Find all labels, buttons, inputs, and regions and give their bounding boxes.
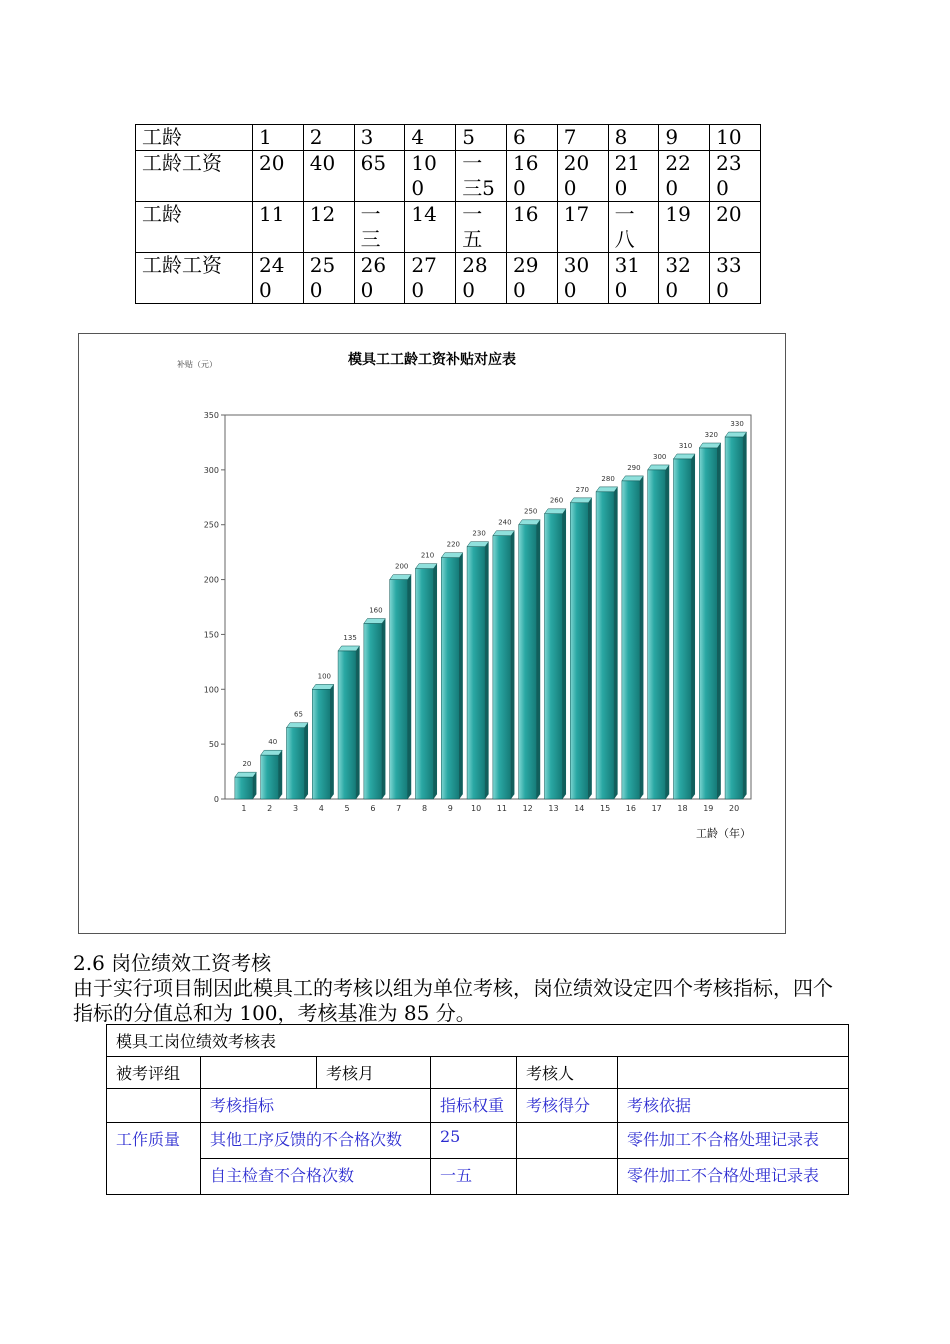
table-title-cell: 模具工岗位绩效考核表 xyxy=(107,1025,849,1057)
bar-top xyxy=(570,498,592,503)
bar-front xyxy=(467,547,485,799)
bar-front xyxy=(235,777,253,799)
table-row xyxy=(107,1159,849,1195)
weight-cell: 25 xyxy=(431,1123,517,1159)
bar-front xyxy=(493,536,511,799)
section-heading: 2.6 岗位绩效工资考核 xyxy=(73,951,272,975)
table-cell: 260 xyxy=(354,253,405,304)
bar xyxy=(441,553,463,799)
table-cell: 230 xyxy=(710,151,761,202)
table-cell: 一三 xyxy=(354,202,405,253)
bar-top xyxy=(519,520,541,525)
bar-side xyxy=(717,443,721,799)
bar-side xyxy=(614,487,618,799)
table-cell: 5 xyxy=(456,125,507,151)
bar-front xyxy=(261,755,279,799)
bar xyxy=(261,750,283,799)
bar-side xyxy=(485,542,489,799)
bar-top xyxy=(622,476,644,481)
bar-front xyxy=(622,481,640,799)
x-tick-label: 1 xyxy=(241,804,247,813)
bar xyxy=(286,723,308,799)
bar xyxy=(415,564,437,799)
bar-top xyxy=(364,619,386,624)
indicator-cell: 其他工序反馈的不合格次数 xyxy=(201,1123,431,1159)
table-cell: 7 xyxy=(557,125,608,151)
table-cell: 12 xyxy=(303,202,354,253)
table-cell: 工龄 xyxy=(136,202,253,253)
bar-top xyxy=(699,443,721,448)
bar xyxy=(467,542,489,799)
table-cell: 300 xyxy=(557,253,608,304)
bar-front xyxy=(570,503,588,799)
bar xyxy=(235,772,257,799)
wage-table xyxy=(135,124,761,304)
bar-side xyxy=(330,684,334,799)
header-score: 考核得分 xyxy=(517,1089,618,1123)
bar-top xyxy=(441,553,463,558)
bar-top xyxy=(338,646,360,651)
bar-side xyxy=(743,432,747,799)
y-tick-label: 350 xyxy=(203,411,219,420)
bar-side xyxy=(537,520,541,799)
intro-paragraph: 由于实行项目制因此模具工的考核以组为单位考核，岗位绩效设定四个考核指标，四个指标的分值总和为 100，考核基准为 85 分。 xyxy=(73,976,833,1025)
x-tick-label: 15 xyxy=(600,804,611,813)
x-tick-label: 10 xyxy=(471,804,482,813)
x-tick-label: 11 xyxy=(496,804,507,813)
bar-value-label: 260 xyxy=(549,496,564,505)
bar-value-label: 210 xyxy=(420,551,435,560)
table-cell: 210 xyxy=(608,151,659,202)
header-indicator: 考核指标 xyxy=(201,1089,431,1123)
table-cell: 10 xyxy=(710,125,761,151)
table-cell: 320 xyxy=(659,253,710,304)
table-cell: 40 xyxy=(303,151,354,202)
table-cell: 6 xyxy=(506,125,557,151)
bar xyxy=(570,498,592,799)
table-cell: 2 xyxy=(303,125,354,151)
y-tick-label: 150 xyxy=(203,630,219,640)
table-cell: 200 xyxy=(557,151,608,202)
bar-front xyxy=(415,569,433,799)
bar xyxy=(699,443,721,799)
table-cell: 3 xyxy=(354,125,405,151)
bar-chart xyxy=(79,334,785,933)
bar-front xyxy=(390,580,408,799)
bar-top xyxy=(286,723,308,728)
bar-front xyxy=(338,651,356,799)
bar-top xyxy=(312,684,334,689)
table-row xyxy=(107,1025,849,1057)
x-tick-label: 19 xyxy=(703,804,714,813)
table-cell: 100 xyxy=(405,151,456,202)
header-weight: 指标权重 xyxy=(431,1089,517,1123)
x-tick-label: 17 xyxy=(651,804,662,813)
table-cell: 240 xyxy=(253,253,304,304)
bar-value-label: 320 xyxy=(704,430,718,439)
y-axis-label: 补贴（元） xyxy=(177,360,217,369)
table-cell: 290 xyxy=(506,253,557,304)
bar-value-label: 220 xyxy=(446,540,460,549)
table-cell: 19 xyxy=(659,202,710,253)
chart-title: 模具工工龄工资补贴对应表 xyxy=(348,352,516,368)
table-cell xyxy=(201,1057,317,1089)
y-tick-label: 100 xyxy=(203,685,219,695)
table-cell: 310 xyxy=(608,253,659,304)
bar-front xyxy=(544,514,562,799)
table-cell: 270 xyxy=(405,253,456,304)
chart-frame xyxy=(78,333,786,934)
bar-value-label: 300 xyxy=(653,452,667,461)
bar xyxy=(364,619,386,799)
bar-front xyxy=(519,525,537,799)
x-tick-label: 8 xyxy=(421,804,428,813)
table-cell: 1 xyxy=(253,125,304,151)
bar-value-label: 330 xyxy=(730,419,744,428)
bar-side xyxy=(692,454,696,799)
bar-value-label: 160 xyxy=(369,606,383,615)
assessment-table xyxy=(106,1024,849,1195)
table-cell xyxy=(618,1057,849,1089)
table-cell: 8 xyxy=(608,125,659,151)
y-tick-label: 250 xyxy=(203,520,219,530)
table-row xyxy=(136,202,761,253)
bar-top xyxy=(493,531,515,536)
chart-bars xyxy=(235,420,747,813)
x-tick-label: 7 xyxy=(396,804,402,813)
x-tick-label: 4 xyxy=(318,804,324,813)
table-cell: 工龄 xyxy=(136,125,253,151)
table-row xyxy=(136,151,761,202)
bar xyxy=(596,487,618,799)
x-tick-label: 18 xyxy=(677,804,688,813)
table-cell: 330 xyxy=(710,253,761,304)
table-cell: 65 xyxy=(354,151,405,202)
header-basis: 考核依据 xyxy=(618,1089,849,1123)
table-row xyxy=(136,253,761,304)
table-cell: 160 xyxy=(506,151,557,202)
bar-top xyxy=(390,575,412,580)
bar xyxy=(390,575,412,799)
bar xyxy=(622,476,644,799)
table-header-row xyxy=(107,1089,849,1123)
table-cell: 11 xyxy=(253,202,304,253)
bar-side xyxy=(279,750,283,799)
bar-value-label: 135 xyxy=(343,633,357,642)
bar-side xyxy=(382,619,386,799)
bar xyxy=(648,465,670,799)
x-tick-label: 3 xyxy=(292,804,299,813)
x-axis-label: 工龄（年） xyxy=(696,827,751,840)
bar-side xyxy=(434,564,438,799)
bar-value-label: 100 xyxy=(317,672,331,681)
bar-side xyxy=(588,498,592,799)
bar-value-label: 250 xyxy=(524,507,538,516)
bar-front xyxy=(673,459,691,799)
y-tick-label: 300 xyxy=(203,465,219,475)
y-tick-label: 0 xyxy=(213,795,219,804)
table-cell: 4 xyxy=(405,125,456,151)
bar-side xyxy=(305,723,309,799)
bar-top xyxy=(596,487,618,492)
bar-side xyxy=(511,531,515,799)
table-cell xyxy=(107,1089,201,1123)
bar-top xyxy=(235,772,257,777)
bar-value-label: 290 xyxy=(627,463,641,472)
bar-top xyxy=(673,454,695,459)
bar xyxy=(544,509,566,799)
bar-top xyxy=(415,564,437,569)
category-cell: 工作质量 xyxy=(107,1123,201,1195)
bar-top xyxy=(261,750,283,755)
bar-front xyxy=(725,437,743,799)
bar-top xyxy=(648,465,670,470)
table-cell: 14 xyxy=(405,202,456,253)
table-row xyxy=(107,1123,849,1159)
bar-side xyxy=(563,509,567,799)
table-cell: 280 xyxy=(456,253,507,304)
bar-value-label: 230 xyxy=(472,529,486,538)
bar-side xyxy=(356,646,360,799)
table-cell: 20 xyxy=(710,202,761,253)
bar xyxy=(673,454,695,799)
x-tick-label: 6 xyxy=(370,804,376,813)
table-cell: 一五 xyxy=(456,202,507,253)
bar xyxy=(493,531,515,799)
table-cell: 17 xyxy=(557,202,608,253)
table-cell: 9 xyxy=(659,125,710,151)
x-tick-label: 20 xyxy=(729,804,740,813)
bar-top xyxy=(467,542,489,547)
bar-front xyxy=(286,728,304,799)
weight-cell: 一五 xyxy=(431,1159,517,1195)
table-cell: 工龄工资 xyxy=(136,151,253,202)
indicator-cell: 自主检查不合格次数 xyxy=(201,1159,431,1195)
bar xyxy=(725,432,747,799)
bar-value-label: 310 xyxy=(678,441,693,450)
table-cell: 一三5 xyxy=(456,151,507,202)
y-tick-label: 200 xyxy=(203,575,219,585)
x-tick-label: 16 xyxy=(625,804,636,813)
bar-value-label: 40 xyxy=(268,738,278,747)
score-cell xyxy=(517,1159,618,1195)
bar-value-label: 65 xyxy=(294,710,303,719)
bar-value-label: 20 xyxy=(242,760,252,769)
bar-value-label: 270 xyxy=(575,485,589,494)
bar-front xyxy=(596,492,614,799)
score-cell xyxy=(517,1123,618,1159)
basis-cell: 零件加工不合格处理记录表 xyxy=(618,1123,849,1159)
y-tick-label: 50 xyxy=(208,740,219,750)
bar-front xyxy=(364,623,382,799)
bar-top xyxy=(725,432,747,437)
bar xyxy=(312,684,334,799)
x-tick-label: 5 xyxy=(344,804,350,813)
bar-value-label: 240 xyxy=(498,518,512,527)
bar-side xyxy=(459,553,463,799)
table-cell: 被考评组 xyxy=(107,1057,201,1089)
bar-top xyxy=(544,509,566,514)
table-cell: 220 xyxy=(659,151,710,202)
bar-value-label: 200 xyxy=(395,562,409,571)
table-cell: 考核月 xyxy=(317,1057,431,1089)
table-cell: 250 xyxy=(303,253,354,304)
x-tick-label: 9 xyxy=(447,804,453,813)
x-tick-label: 2 xyxy=(267,804,273,813)
table-cell xyxy=(431,1057,517,1089)
bar-front xyxy=(699,448,717,799)
table-row xyxy=(107,1057,849,1089)
bar-side xyxy=(640,476,644,799)
table-cell: 20 xyxy=(253,151,304,202)
table-cell: 考核人 xyxy=(517,1057,618,1089)
table-cell: 工龄工资 xyxy=(136,253,253,304)
x-tick-label: 12 xyxy=(522,804,533,813)
table-cell: 16 xyxy=(506,202,557,253)
bar-value-label: 280 xyxy=(601,474,615,483)
x-tick-label: 13 xyxy=(548,804,559,813)
bar-side xyxy=(408,575,412,799)
bar-front xyxy=(312,689,330,799)
bar-front xyxy=(648,470,666,799)
table-row xyxy=(136,125,761,151)
x-tick-label: 14 xyxy=(574,804,585,813)
bar xyxy=(338,646,360,799)
basis-cell: 零件加工不合格处理记录表 xyxy=(618,1159,849,1195)
bar-side xyxy=(666,465,670,799)
bar xyxy=(519,520,541,799)
bar-front xyxy=(441,558,459,799)
table-cell: 一八 xyxy=(608,202,659,253)
